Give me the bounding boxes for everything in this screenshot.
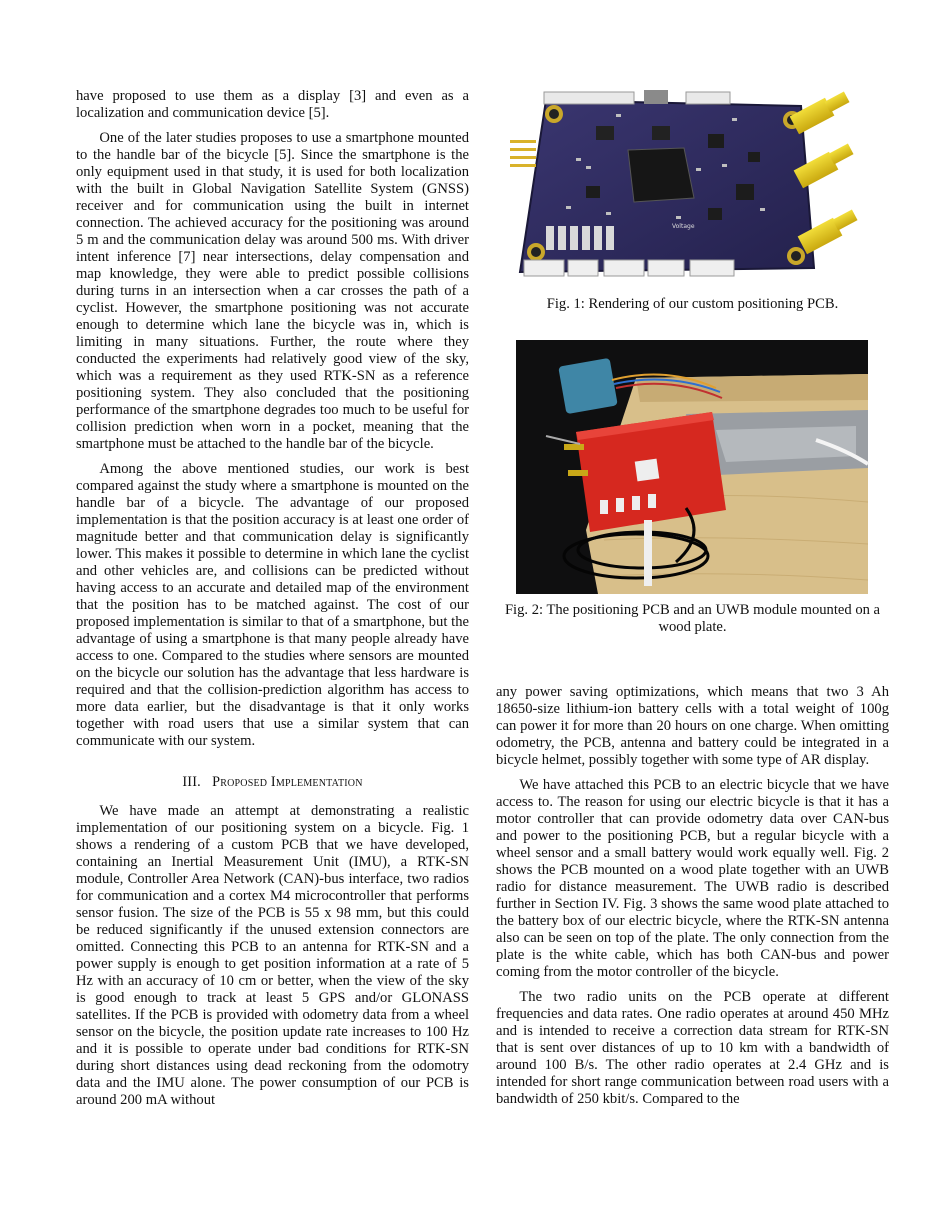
- section-heading: [76, 774, 469, 791]
- paragraph: any power saving optimizations, which means that two 3 Ah 18650-size lithium-ion battery cells with a total weight of 100g can power it for more than 20 hours on one charge. When omitting odometry, the PCB, antenna and battery could be integrated in a bicycle helmet, possibly together with some type of AR display.: [496, 684, 889, 768]
- section-title: Proposed Implementation: [212, 774, 363, 790]
- paragraph: Among the above mentioned studies, our work is best compared against the study where a smartphone is mounted on the handle bar of a bicycle. The advantage of our proposed implementation is that the position accuracy is at least one order of magnitude better and that communication delay is significantly lower. This makes it possible to determine in which lane the cyclist and other vehicles are, and collisions can be predicted without having access to an accurate and detailed map of the environment that the position has to be matched against. The cost of our proposed implementation is similar to that of a smartphone, but the advantage of using a smartphone is that many people already have access to one. Compared to the studies where sensors are mounted on the bicycle our solution has the advantage that less hardware is required and that the collision-prediction algorithm has access to more data earlier, but the disadvantage is that it only works together with road users that use a similar system that can communicate with our system.: [76, 461, 469, 749]
- paragraph: One of the later studies proposes to use a smartphone mounted to the handle bar of the bicycle [5]. Since the smartphone is the only equipment used in that study, it is used for both localization with the built in Global Navigation Satellite System (GNSS) receiver and for communication using the built in internet connection. The achieved accuracy for the positioning was around 5 m and the communication delay was around 500 ms. With driver intent inference [7] near intersections, delay compensation and map knowledge, they were able to predict possible collisions during turns in an intersection when a car crosses the path of a cyclist. However, the smartphone positioning was not accurate enough to determine which lane the bicycle was in, which is limiting in many situations. Further, the route where they conducted the experiments had relatively good view of the sky, which was a requirement as they used RTK-SN as a reference positioning system. They also concluded that the positioning performance of the smartphone degrades too much to be useful for collision prediction when worn in a pocket, meaning that the smartphone must be attached to the handle bar of the bicycle.: [76, 130, 469, 452]
- right-column: [496, 684, 889, 1116]
- paragraph: The two radio units on the PCB operate at different frequencies and data rates. One radio operates at around 450 MHz and is intended to receive a correction data stream for RTK-SN that is sent over distances of up to 10 km with a bandwidth of around 100 B/s. The other radio operates at 2.4 GHz and is intended for short range communication between road users with a bandwidth of 250 kbit/s. Compared to the: [496, 989, 889, 1107]
- paragraph: have proposed to use them as a display [3] and even as a localization and communication device [5].: [76, 88, 469, 121]
- left-column: [76, 88, 469, 1117]
- silkscreen-label: Voltage: [672, 223, 695, 230]
- paragraph: We have made an attempt at demonstrating a realistic implementation of our positioning system on a bicycle. Fig. 1 shows a rendering of a custom PCB that we have developed, containing an Inertial Measurement Unit (IMU), a RTK-SN module, Controller Area Network (CAN)-bus interface, two radios for communication and a cortex M4 microcontroller that performs sensor fusion. The size of the PCB is 55 x 98 mm, but this could be reduced significantly if the unused extension connectors are omitted. Connecting this PCB to an antenna for RTK-SN and a power supply is enough to get position information at a rate of 5 Hz with an accuracy of 10 cm or better, when the view of the sky is good enough to track at least 5 GPS and/or GLONASS satellites. If the PCB is provided with odometry data from a wheel sensor on the bicycle, the position update rate increases to 100 Hz and it is possible to operate under bad conditions for RTK-SN during short distances using dead reckoning from the odomotry data and the IMU alone. The power consumption of our PCB is around 200 mA without: [76, 803, 469, 1108]
- figure-1-caption: Fig. 1: Rendering of our custom positioning PCB.: [546, 296, 839, 312]
- figure-2-caption: Fig. 2: The positioning PCB and an UWB module mounted on a wood plate.: [504, 602, 881, 635]
- figure-1: [496, 88, 889, 313]
- pcb-rendering-image: [496, 88, 889, 283]
- paragraph: We have attached this PCB to an electric bicycle that we have access to. The reason for using our electric bicycle is that it has a motor controller that can provide odometry data over CAN-bus and power to the positioning PCB, but a regular bicycle with a wheel sensor and a small battery would work equally well. Fig. 2 shows the PCB mounted on a wood plate together with an UWB radio for distance measurement. The UWB radio is described further in Section IV. Fig. 3 shows the same wood plate attached to the battery box of our electric bicycle, where the RTK-SN antenna also can be seen on top of the plate. The only connection from the plate is the white cable, which has both CAN-bus and power coming from the motor controller of the bicycle.: [496, 777, 889, 980]
- section-number: III.: [182, 774, 201, 790]
- wood-plate-photo: [516, 340, 909, 594]
- figure-2: [496, 340, 889, 636]
